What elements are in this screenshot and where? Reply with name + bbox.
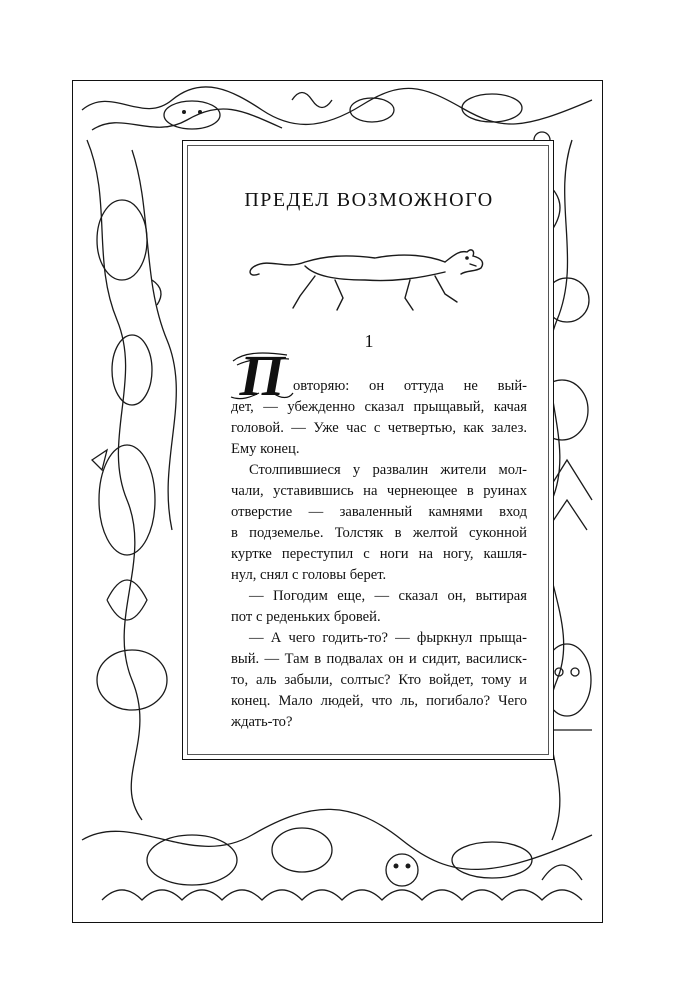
first-line-text: овторяю: он оттуда не вый- <box>293 378 527 394</box>
wolf-illustration <box>245 236 495 316</box>
chapter-title: ПРЕДЕЛ ВОЗМОЖНОГО <box>244 189 494 211</box>
paragraph-line: нул, снял с головы берет. <box>231 567 387 583</box>
paragraph-line: — Погодим еще, — сказал он, вытирая <box>249 588 527 604</box>
text-panel <box>182 140 554 760</box>
paragraph-line: то, аль забыли, солтыс? Кто войдет, тому и <box>231 672 527 688</box>
paragraph-line: в подземелье. Толстяк в желтой суконной <box>231 525 527 541</box>
paragraph-line: головой. — Уже час с четвертью, как залез. <box>231 420 527 436</box>
drop-cap <box>229 349 295 403</box>
body-text <box>231 349 527 733</box>
paragraph-line: вый. — Там в подвалах он и сидит, василиск- <box>231 651 527 667</box>
paragraph-line: Ему конец. <box>231 441 300 457</box>
drop-cap-ornament <box>229 349 295 403</box>
paragraph-line: Столпившиеся у развалин жители мол- <box>249 462 527 478</box>
paragraph-line: отверстие — заваленный камнями вход <box>231 504 527 520</box>
paragraph-line: ждать-то? <box>231 714 293 730</box>
paragraph-line: дет, — убежденно сказал прыщавый, качая <box>231 399 527 415</box>
paragraph-line: куртке переступил с ноги на ногу, кашля- <box>231 546 527 562</box>
paragraph-line: — А чего годить-то? — фыркнул прыща- <box>249 630 527 646</box>
paragraph-line: чали, уставившись на чернеющее в руинах <box>231 483 527 499</box>
paragraph-line: пот с реденьких бровей. <box>231 609 381 625</box>
chapter-number: 1 <box>364 331 374 351</box>
drop-cap-letter: П <box>239 349 285 403</box>
paragraph-line: конец. Мало людей, что ль, погибало? Чего <box>231 693 527 709</box>
